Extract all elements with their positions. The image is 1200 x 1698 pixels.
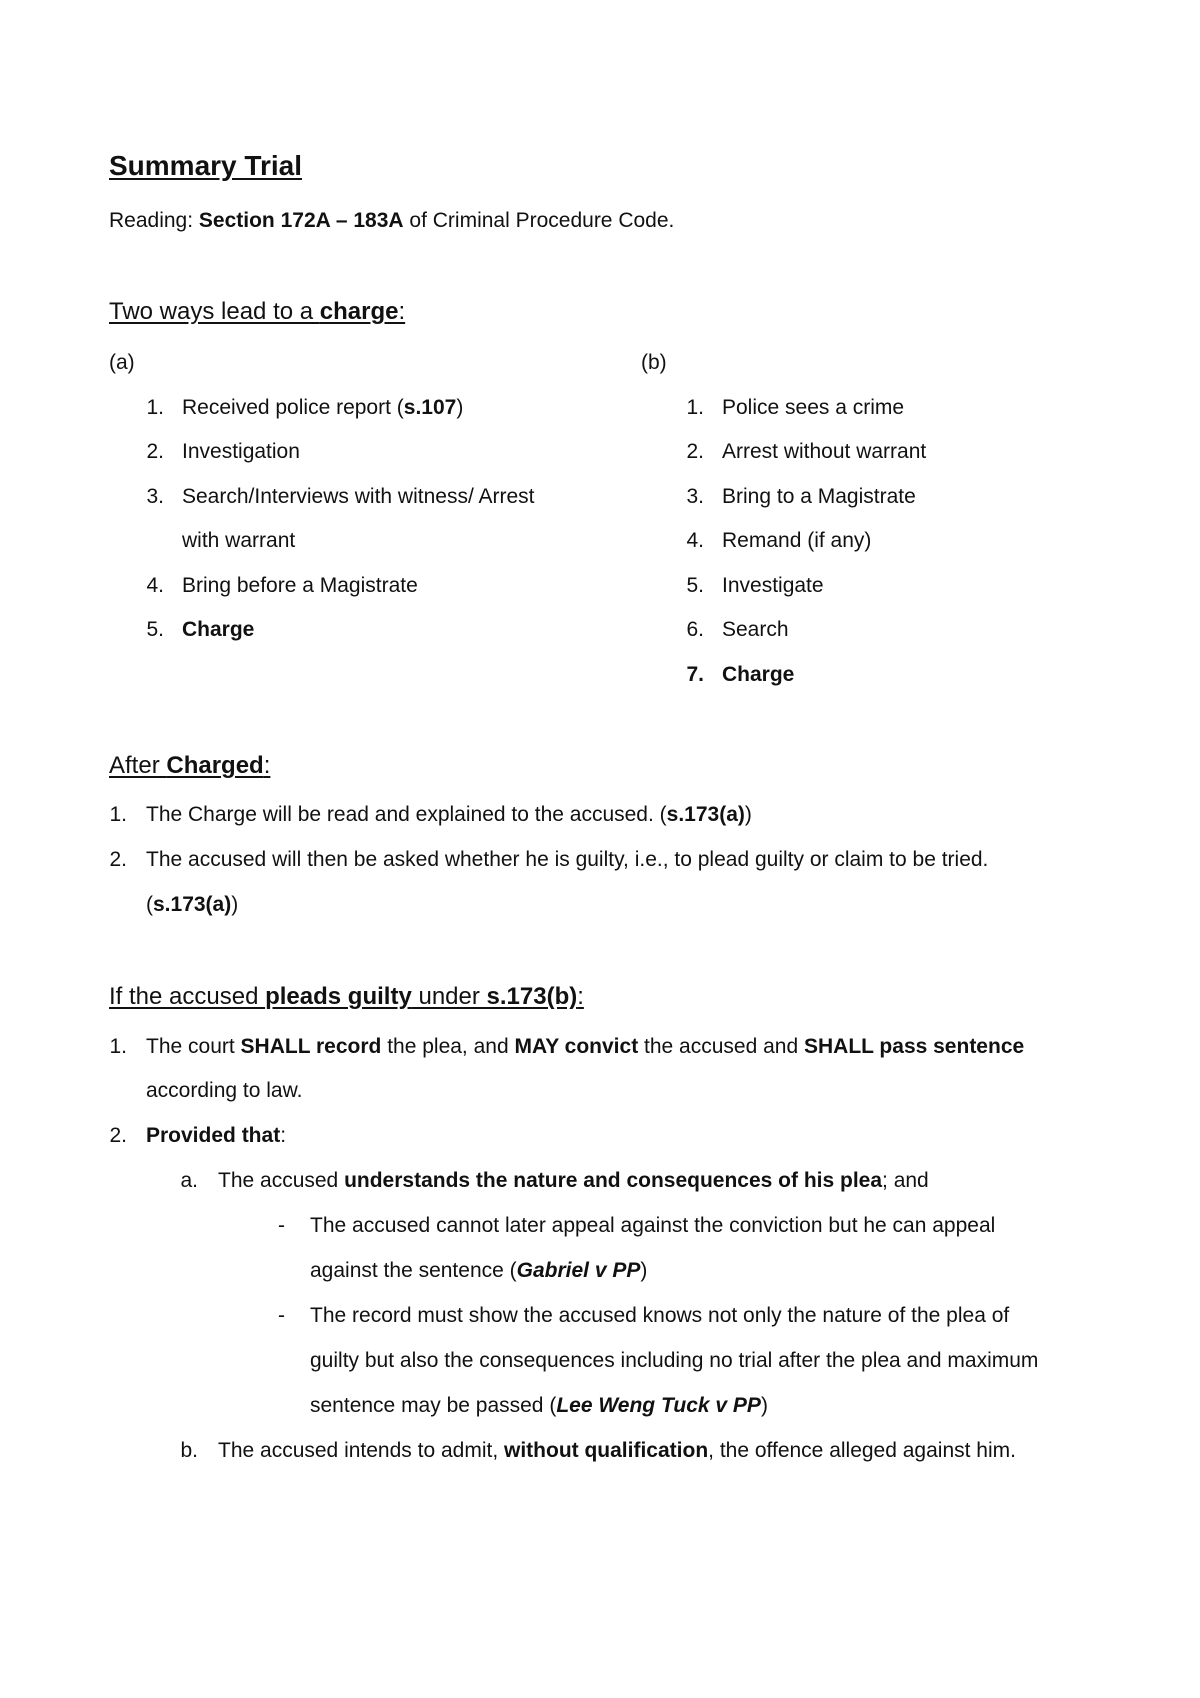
list-number: 3.: [686, 485, 704, 508]
heading-bold: pleads guilty: [265, 983, 412, 1010]
bullet-text: The record must show the accused knows not only the nature of the plea of: [310, 1304, 1010, 1327]
sub-letter: a.: [180, 1169, 198, 1192]
item-colon: :: [280, 1124, 287, 1147]
list-item: Bring before a Magistrate: [182, 574, 418, 597]
column-b-label: (b): [641, 351, 667, 374]
bullet-text: The accused cannot later appeal against the conviction but he can appeal: [310, 1214, 996, 1237]
list-item: Search: [722, 618, 789, 641]
item-bold: MAY convict: [514, 1035, 639, 1058]
sub-item: [218, 1169, 929, 1193]
list-number: 4.: [686, 529, 704, 552]
list-number: 2.: [686, 440, 704, 463]
cont-open: (: [146, 893, 153, 916]
heading-text: After: [109, 752, 167, 779]
list-number: 1.: [146, 396, 164, 419]
item-after: ): [744, 803, 752, 826]
sub-letter: b.: [180, 1439, 198, 1462]
list-item-continuation: [146, 893, 238, 917]
list-item-continuation: according to law.: [146, 1079, 303, 1102]
reading-line: [109, 209, 674, 233]
list-number: 2.: [109, 848, 127, 871]
list-item: Arrest without warrant: [722, 440, 927, 463]
item-text: ): [640, 1259, 648, 1282]
list-item: Investigation: [182, 440, 300, 463]
heading-colon: :: [398, 298, 406, 325]
dash-bullet: -: [278, 1304, 285, 1327]
list-item: Police sees a crime: [722, 396, 905, 419]
item-text: the plea, and: [381, 1035, 515, 1058]
heading-text: Two ways lead to a: [109, 298, 320, 325]
column-a-label: (a): [109, 351, 135, 374]
list-number: 2.: [146, 440, 164, 463]
cont-close: ): [231, 893, 239, 916]
item-text: The accused intends to admit,: [218, 1439, 504, 1462]
item-text: ; and: [882, 1169, 929, 1192]
item-bold: SHALL record: [240, 1035, 382, 1058]
reading-prefix: Reading:: [109, 209, 199, 232]
case-citation: Gabriel v PP: [516, 1259, 641, 1282]
item-bold: s.107: [403, 396, 457, 419]
bullet-continuation: [310, 1259, 647, 1283]
heading-bold: Charged: [166, 752, 264, 779]
list-item: [146, 1035, 1024, 1059]
item-bold: without qualification: [504, 1439, 709, 1462]
list-number: 7.: [686, 663, 704, 686]
list-item-continuation: with warrant: [182, 529, 296, 552]
cont-bold: s.173(a): [153, 893, 232, 916]
item-bold: Provided that: [146, 1124, 281, 1147]
list-number: 1.: [109, 1035, 127, 1058]
list-number: 3.: [146, 485, 164, 508]
list-item: Charge: [182, 618, 255, 641]
item-after: ): [456, 396, 464, 419]
list-number: 1.: [686, 396, 704, 419]
item-text: The accused: [218, 1169, 345, 1192]
list-item: The accused will then be asked whether he is guilty, i.e., to plead guilty or claim to be tried.: [146, 848, 989, 871]
item-text: sentence may be passed (: [310, 1394, 557, 1417]
bullet-continuation: [310, 1394, 768, 1418]
list-number: 2.: [109, 1124, 127, 1147]
item-bold: s.173(a): [666, 803, 745, 826]
bullet-continuation: guilty but also the consequences including no trial after the plea and maximum: [310, 1349, 1039, 1372]
item-text: ): [760, 1394, 768, 1417]
heading-colon: :: [263, 752, 271, 779]
item-text: the accused and: [638, 1035, 804, 1058]
pleads-guilty-heading: [109, 983, 584, 1011]
list-item: Investigate: [722, 574, 824, 597]
item-text: The Charge will be read and explained to the accused. (: [146, 803, 667, 826]
case-citation: Lee Weng Tuck v PP: [556, 1394, 761, 1417]
heading-colon: :: [577, 983, 584, 1010]
list-item: [182, 396, 463, 420]
page-title: Summary Trial: [109, 150, 302, 181]
after-charged-heading: [109, 752, 270, 780]
reading-section: Section 172A – 183A: [198, 209, 404, 232]
list-item: Bring to a Magistrate: [722, 485, 916, 508]
sub-item: [218, 1439, 1016, 1463]
heading-bold: s.173(b): [486, 983, 578, 1010]
item-text: , the offence alleged against him.: [708, 1439, 1016, 1462]
heading-bold: charge: [319, 298, 399, 325]
list-number: 5.: [146, 618, 164, 641]
list-item: Charge: [722, 663, 795, 686]
list-number: 1.: [109, 803, 127, 826]
list-number: 4.: [146, 574, 164, 597]
reading-suffix: of Criminal Procedure Code.: [403, 209, 675, 232]
list-item: [146, 803, 752, 827]
dash-bullet: -: [278, 1214, 285, 1237]
item-bold: SHALL pass sentence: [803, 1035, 1025, 1058]
list-item: [146, 1124, 286, 1148]
heading-text: If the accused: [109, 983, 266, 1010]
item-text: Received police report (: [182, 396, 404, 419]
list-item: Remand (if any): [722, 529, 872, 552]
item-bold: understands the nature and consequences of his plea: [344, 1169, 883, 1192]
list-number: 6.: [686, 618, 704, 641]
two-ways-heading: [109, 298, 405, 326]
item-text: The court: [146, 1035, 241, 1058]
list-item: Search/Interviews with witness/ Arrest: [182, 485, 535, 508]
heading-text: under: [411, 983, 487, 1010]
list-number: 5.: [686, 574, 704, 597]
item-text: against the sentence (: [310, 1259, 517, 1282]
